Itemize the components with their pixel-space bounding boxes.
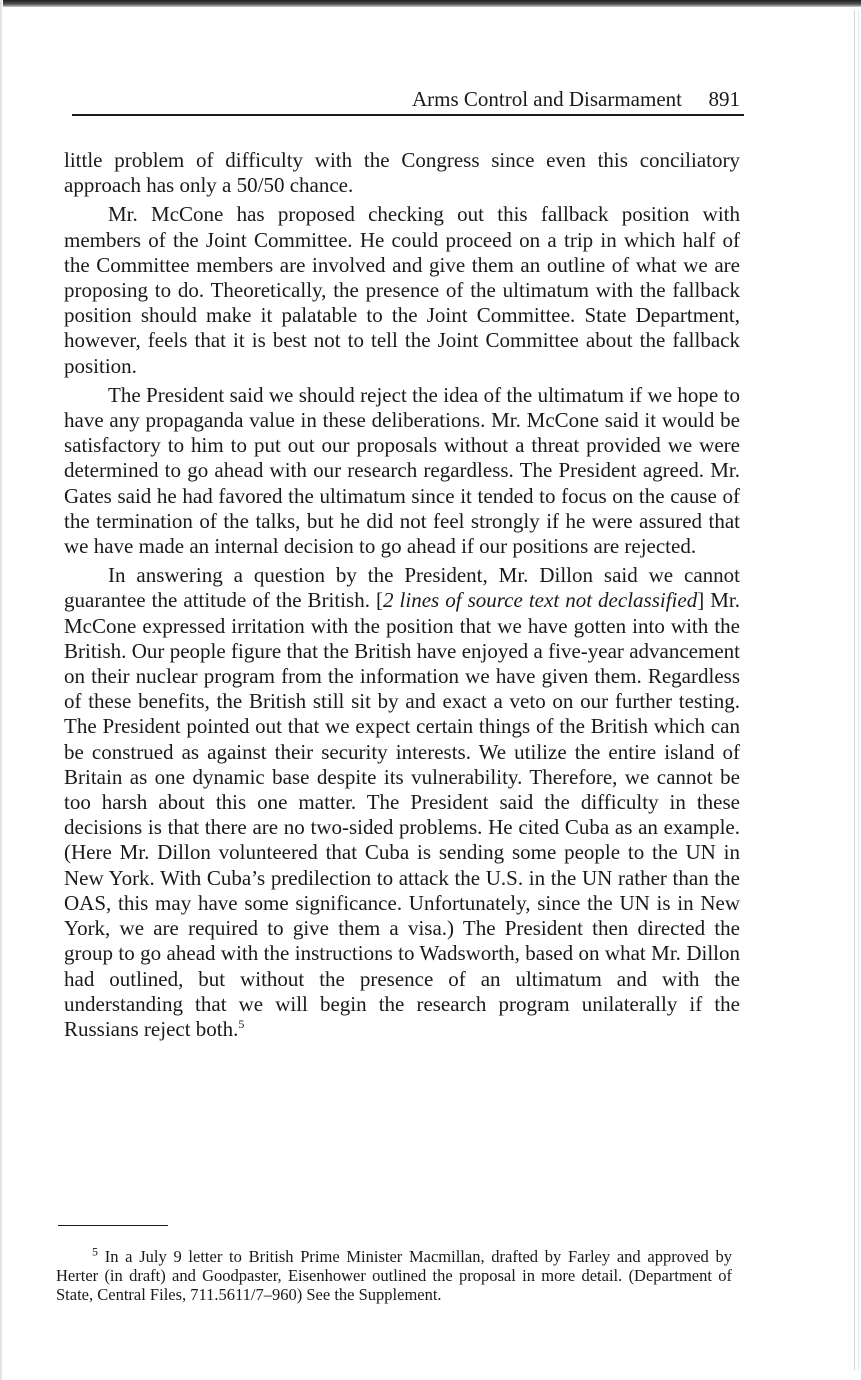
scan-edge-top xyxy=(0,0,861,7)
footnote xyxy=(56,1244,732,1304)
body-text xyxy=(64,148,740,1046)
paragraph-mccone-fallback: Mr. McCone has proposed checking out this fallback position with members of the Joint Committee. He could proceed on a trip in which half of the Committee members are involved and give them an outline of what we are proposing to do. Theoretically, the presence of the ultimatum with the fallback position should make it palatable to the Joint Committee. State Department, however, feels that it is best not to tell the Joint Committee about the fallback position. xyxy=(64,202,740,378)
not-declassified-note: 2 lines of source text not declassified xyxy=(383,588,698,613)
paragraph-text-start: In answering a question by the President, Mr. Dillon said we cannot guarantee the attitude of the British. [ xyxy=(64,563,740,613)
running-header xyxy=(72,84,744,114)
footnote-text: In a July 9 letter to British Prime Minister Macmillan, drafted by Farley and approved by Herter (in draft) and Goodpaster, Eisenhower outlined the proposal in more detail. (Department of State, Central Files, 711.5611/7–960) See the Supplement. xyxy=(56,1247,732,1304)
scan-edge-left xyxy=(0,0,3,1380)
scan-edge-right xyxy=(854,10,855,1370)
paragraph-text-end: ] Mr. McCone expressed irritation with the position that we have gotten into with the British. Our people figure that the British have enjoyed a five-year advancement on their nuclear program from the information we have given them. Regardless of these benefits, the British still sit by and exact a veto on our further testing. The President pointed out that we expect certain things of the British which can be construed as against their security interests. We utilize the entire island of Britain as one dynamic base despite its vulnerability. Therefore, we cannot be too harsh about this one matter. The President said the difficulty in these decisions is that there are no two-sided problems. He cited Cuba as an example. (Here Mr. Dillon volunteered that Cuba is sending some people to the UN in New York. With Cuba’s predilection to attack the U.S. in the UN rather than the OAS, this may have some significance. Unfortunately, since the UN is in New York, we are required to give them a visa.) The President then directed the group to go ahead with the instructions to Wadsworth, based on what Mr. Dillon had outlined, but without the presence of an ultimatum and with the understanding that we will begin the research program unilaterally if the Russians reject both. xyxy=(64,588,741,1041)
footnote-rule xyxy=(58,1225,168,1226)
paragraph-continued: little problem of difficulty with the Congress since even this conciliatory approach has only a 50/50 chance. xyxy=(64,148,740,198)
footnote-reference: 5 xyxy=(238,1016,245,1031)
paragraph-president-ultimatum: The President said we should reject the idea of the ultimatum if we hope to have any propaganda value in these deliberations. Mr. McCone said it would be satisfactory to him to put out our proposals without a threat provided we were determined to go ahead with our research regardless. The President agreed. Mr. Gates said he had favored the ultimatum since it tended to focus on the cause of the termination of the talks, but he did not feel strongly if he were assured that we have made an internal decision to go ahead if our positions are rejected. xyxy=(64,382,740,559)
paragraph-british-attitude xyxy=(64,563,740,1042)
scan-edge-right-inner xyxy=(858,10,859,1370)
running-header-title: Arms Control and Disarmament xyxy=(411,87,682,111)
footnote-marker: 5 xyxy=(92,1244,98,1259)
page-number: 891 xyxy=(708,87,740,111)
header-rule xyxy=(72,114,744,116)
